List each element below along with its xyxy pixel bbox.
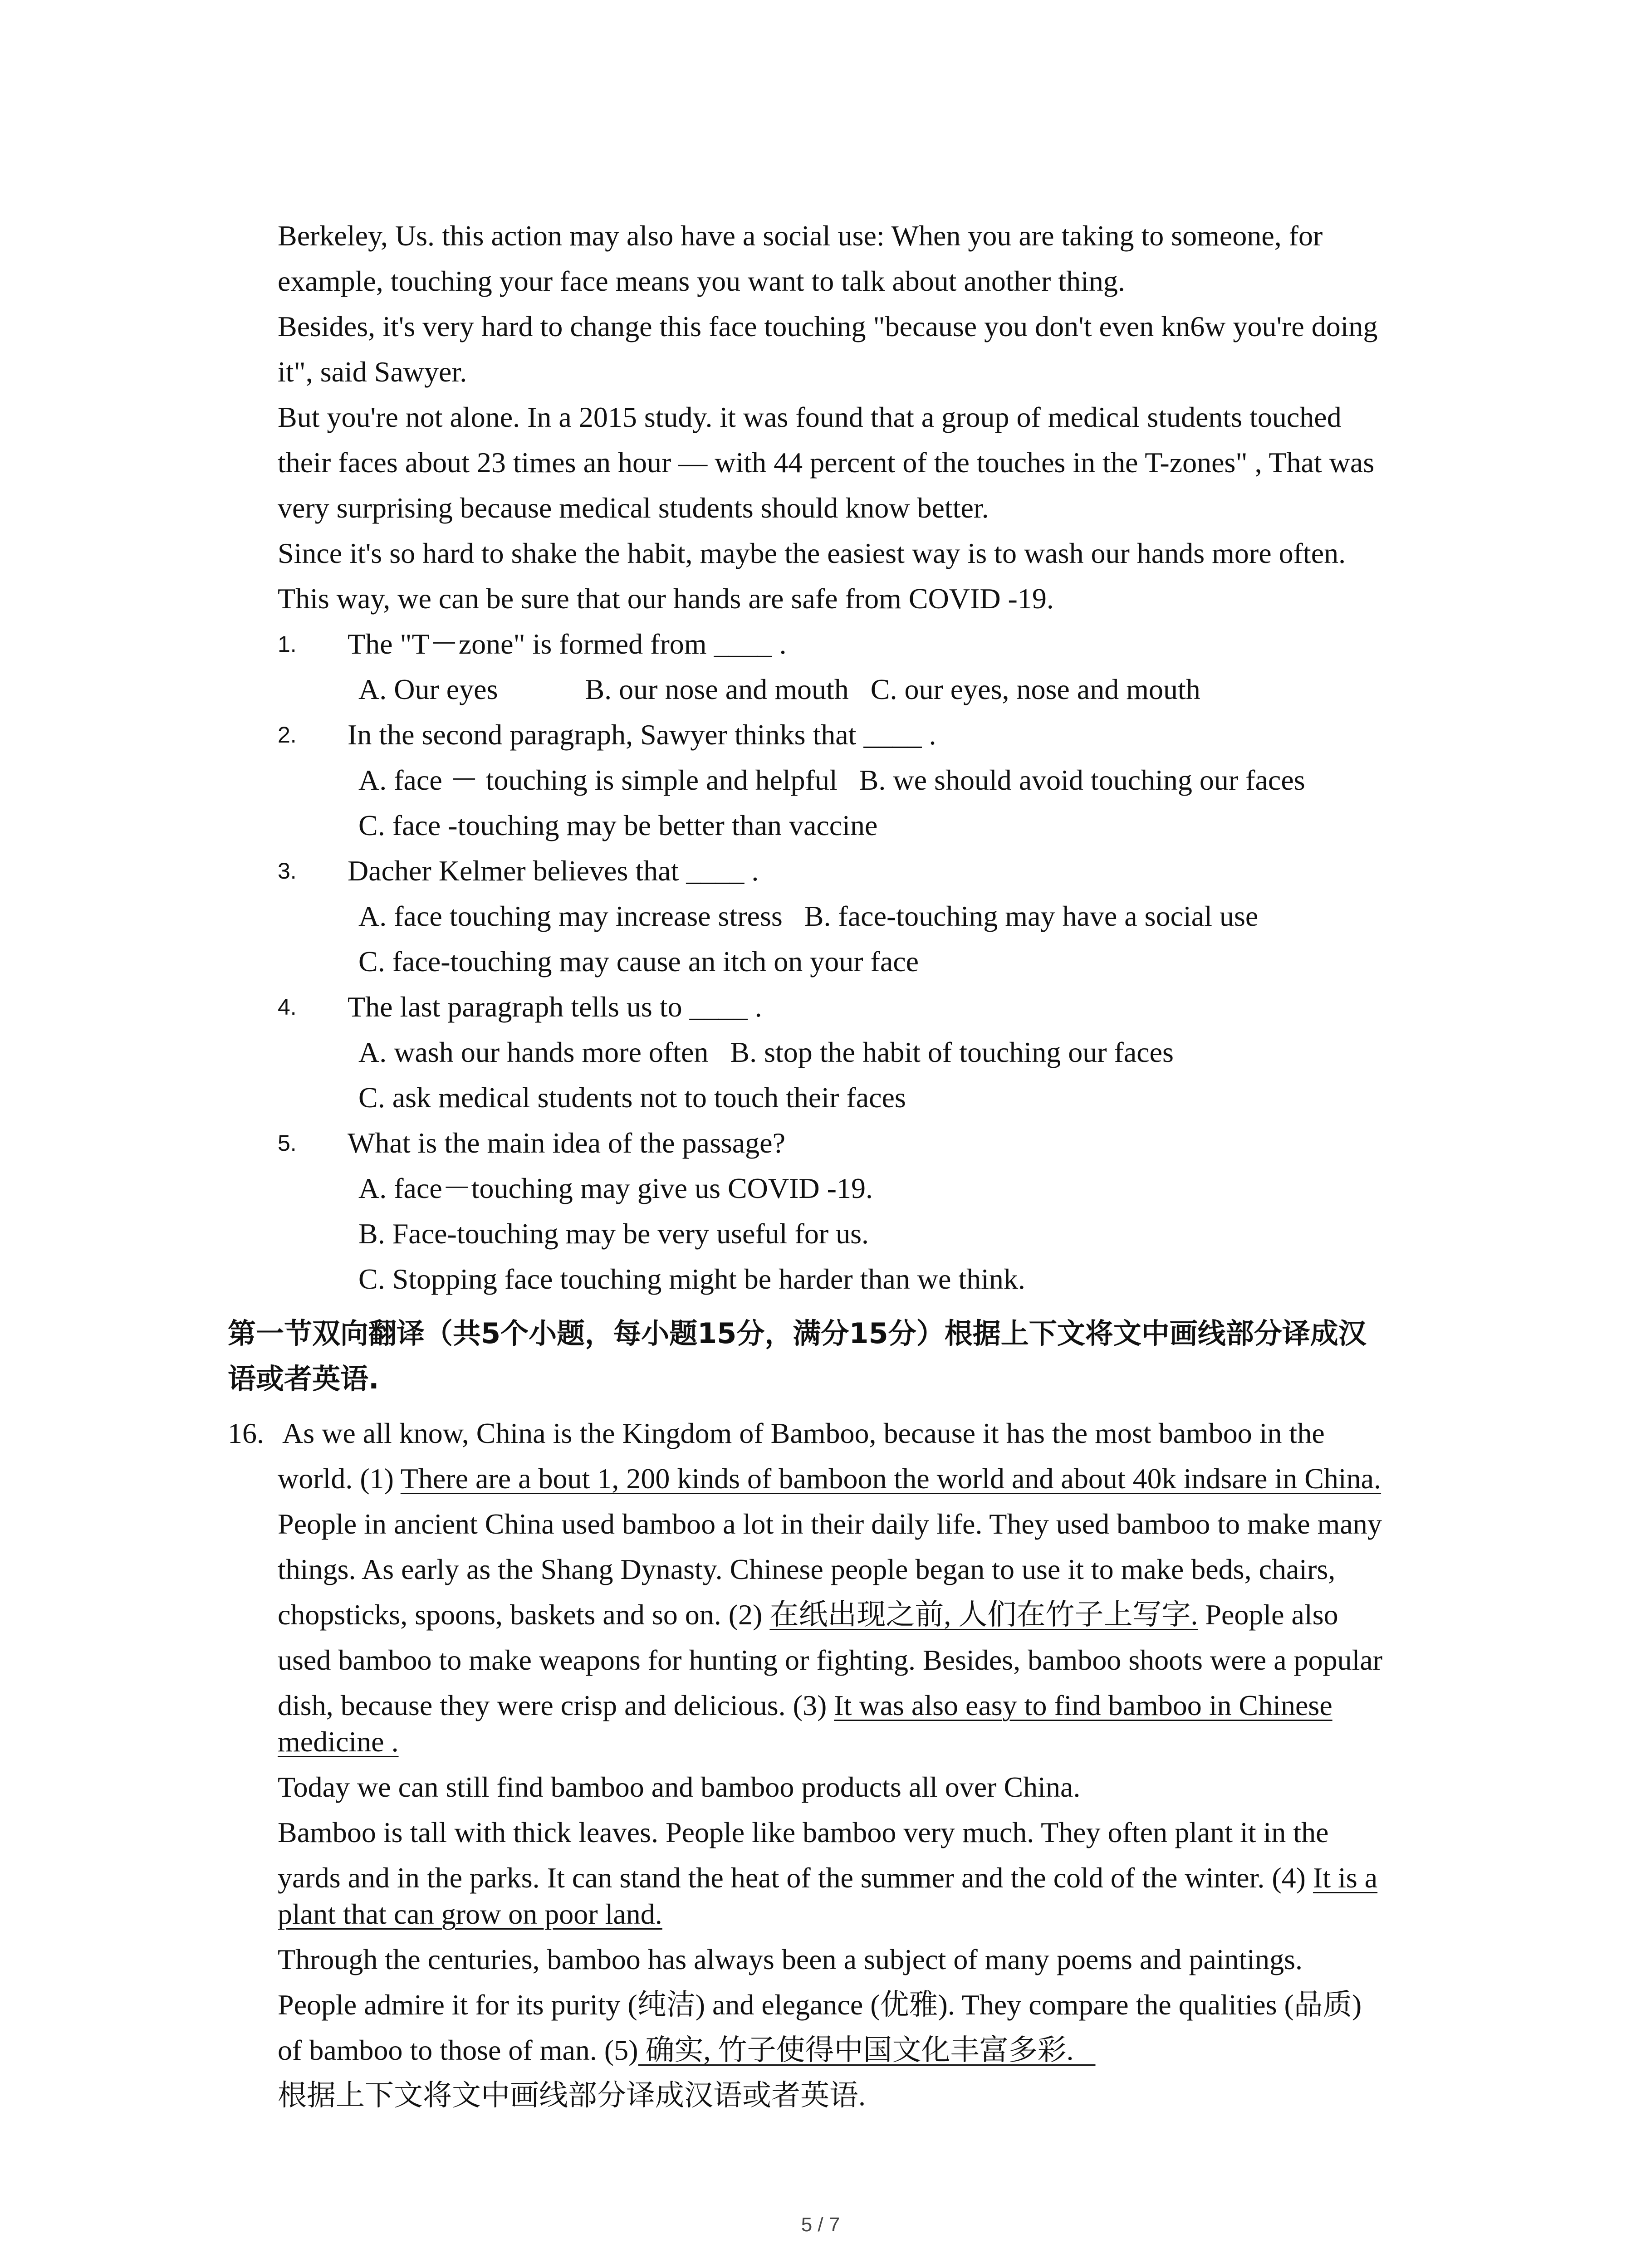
underlined-sentence-3-cont: medicine .	[278, 1725, 399, 1758]
page-number: 5 / 7	[801, 2214, 840, 2236]
passage-line: Since it's so hard to shake the habit, maybe the easiest way is to wash our hands more often.	[278, 537, 1346, 569]
question-number: 16.	[228, 1417, 264, 1449]
section-heading: 第一节双向翻译（共5个小题，每小题15分，满分15分）根据上下文将文中画线部分译成汉	[228, 1317, 1367, 1350]
underlined-sentence-3: It was also easy to find bamboo in Chinese	[834, 1689, 1332, 1721]
translation-line: Bamboo is tall with thick leaves. People like bamboo very much. They often plant it in the	[278, 1816, 1329, 1848]
translation-line: used bamboo to make weapons for hunting or fighting. Besides, bamboo shoots were a popular	[278, 1644, 1383, 1676]
question-option: C. Stopping face touching might be harder than we think.	[358, 1263, 1025, 1295]
question-number: 3.	[278, 858, 297, 884]
question-option: C. face -touching may be better than vaccine	[358, 809, 878, 841]
translation-line	[278, 2028, 1096, 2073]
translation-line: Today we can still find bamboo and bamboo products all over China.	[278, 1771, 1081, 1803]
underlined-sentence-2: 在纸出现之前, 人们在竹子上写字.	[769, 1598, 1198, 1631]
passage-line: But you're not alone. In a 2015 study. it was found that a group of medical students touched	[278, 401, 1342, 433]
translation-line: Through the centuries, bamboo has always been a subject of many poems and paintings.	[278, 1943, 1303, 1975]
question-option: A. wash our hands more often B. stop the habit of touching our faces	[358, 1036, 1174, 1068]
question-number: 5.	[278, 1130, 297, 1156]
question-option: C. face-touching may cause an itch on your face	[358, 945, 919, 978]
question-option: A. face touching may increase stress B. face-touching may have a social use	[358, 900, 1259, 932]
question-option: C. ask medical students not to touch their faces	[358, 1081, 906, 1114]
question-number: 2.	[278, 722, 297, 748]
question-stem: In the second paragraph, Sawyer thinks that ____ .	[348, 719, 936, 751]
translation-line	[278, 1719, 399, 1765]
question-option: A. Our eyes B. our nose and mouth C. our eyes, nose and mouth	[358, 673, 1200, 705]
passage-line: Besides, it's very hard to change this face touching "because you don't even kn6w you're doing	[278, 310, 1378, 342]
question-option: A. face － touching is simple and helpful B. we should avoid touching our faces	[358, 764, 1305, 796]
translation-line	[278, 1456, 1381, 1501]
translation-line: As we all know, China is the Kingdom of Bamboo, because it has the most bamboo in the	[282, 1417, 1325, 1449]
translation-text: chopsticks, spoons, baskets and so on. (2)	[278, 1598, 770, 1631]
question-stem: Dacher Kelmer believes that ____ .	[348, 855, 759, 887]
passage-line: example, touching your face means you want to talk about another thing.	[278, 265, 1125, 297]
translation-line: things. As early as the Shang Dynasty. Chinese people began to use it to make beds, chairs,	[278, 1553, 1336, 1585]
translation-line	[278, 1892, 662, 1937]
question-option: B. Face-touching may be very useful for us.	[358, 1217, 869, 1250]
question-number: 4.	[278, 994, 297, 1020]
passage-line: very surprising because medical students should know better.	[278, 492, 989, 524]
passage-line: their faces about 23 times an hour — with 44 percent of the touches in the T-zones" , That was	[278, 446, 1375, 479]
passage-line: it", said Sawyer.	[278, 356, 467, 388]
underlined-sentence-4-cont: plant that can grow on poor land.	[278, 1898, 662, 1930]
question-stem: The last paragraph tells us to ____ .	[348, 991, 762, 1023]
translation-line	[278, 1592, 1338, 1637]
question-stem: What is the main idea of the passage?	[348, 1127, 785, 1159]
translation-line: People admire it for its purity (纯洁) and elegance (优雅). They compare the qualities (品质)	[278, 1989, 1362, 2021]
translation-line	[278, 1683, 1332, 1728]
translation-text: of bamboo to those of man. (5)	[278, 2034, 638, 2066]
translation-text: People also	[1198, 1598, 1338, 1631]
underlined-sentence-1: There are a bout 1, 200 kinds of bamboon the world and about 40k indsare in China.	[400, 1462, 1381, 1495]
question-option: A. face－touching may give us COVID -19.	[358, 1172, 873, 1204]
underlined-sentence-5: 确实, 竹子使得中国文化丰富多彩.	[638, 2034, 1096, 2066]
translation-instruction: 根据上下文将文中画线部分译成汉语或者英语.	[278, 2079, 866, 2112]
question-stem: The "T－zone" is formed from ____ .	[348, 628, 787, 660]
underlined-sentence-4: It is a	[1313, 1862, 1378, 1894]
passage-line: This way, we can be sure that our hands are safe from COVID -19.	[278, 582, 1054, 615]
question-number: 1.	[278, 631, 297, 657]
section-heading: 语或者英语.	[228, 1362, 379, 1395]
translation-line: People in ancient China used bamboo a lot in their daily life. They used bamboo to make many	[278, 1508, 1382, 1540]
translation-text: yards and in the parks. It can stand the heat of the summer and the cold of the winter. (4)	[278, 1862, 1313, 1894]
translation-text: world. (1)	[278, 1462, 401, 1495]
translation-text: dish, because they were crisp and delicious. (3)	[278, 1689, 834, 1721]
passage-line: Berkeley, Us. this action may also have a social use: When you are taking to someone, for	[278, 220, 1323, 252]
